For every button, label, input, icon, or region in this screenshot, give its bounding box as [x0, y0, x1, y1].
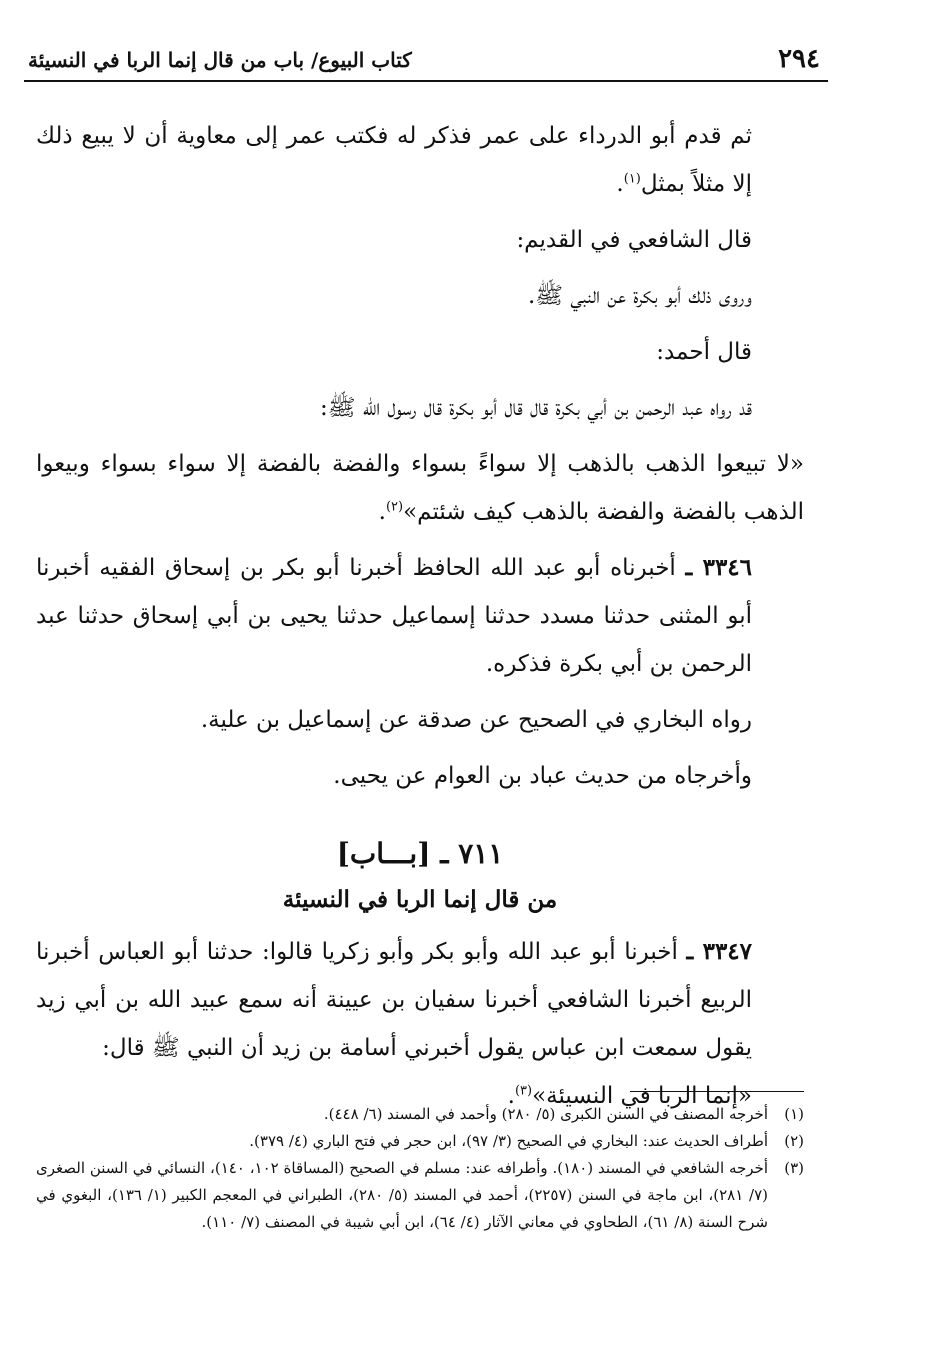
- footnote: [36, 1101, 804, 1128]
- paragraph: وأخرجاه من حديث عباد بن العوام عن يحيى.: [333, 763, 752, 789]
- page-number: ٢٩٤: [778, 44, 820, 74]
- paragraph: ثم قدم أبو الدرداء على عمر فذكر له فكتب عمر إلى معاوية أن لا يبيع ذلك إلا مثلاً بمثل$^{(١)}$.: [36, 123, 752, 197]
- main-text: [36, 112, 804, 1120]
- footnote-text: أخرجه الشافعي في المسند (١٨٠). وأطرافه عند: مسلم في الصحيح (المساقاة ١٠٢، ١٤٠)، النسائي في السنن الصغرى (٧/ ٢٨١)، ابن ماجة في السنن (٢٢٥٧)، أحمد في المسند (٥/ ٢٨٠)، الطبراني في المعجم الكبير (١/ ١٣٦)، البغوي في شرح السنة (٨/ ٦١)، الطحاوي في معاني الآثار (٤/ ٦٤)، ابن أبي شيبة في المصنف (٧/ ١١٠).: [36, 1159, 768, 1231]
- paragraph: رواه البخاري في الصحيح عن صدقة عن إسماعيل بن علية.: [200, 707, 752, 733]
- footnote: [36, 1155, 804, 1236]
- paragraph: وروى ذلك أبو بكرة عن النبي ﷺ.: [527, 283, 752, 309]
- hadith-quote: «لا تبيعوا الذهب بالذهب إلا سواءً بسواء والفضة بالفضة إلا سواء بسواء وبيعوا الذهب بالفضة والفضة بالذهب كيف شئتم»$^{(٢)}$.: [36, 451, 804, 525]
- paragraph: قال الشافعي في القديم:: [516, 227, 752, 253]
- footnotes: [36, 1101, 804, 1236]
- chapter-heading: ٧١١ ـ [بـــاب]: [336, 837, 504, 870]
- footnote-divider: [630, 1091, 804, 1092]
- hadith-entry-3347: ٣٣٤٧ ـ أخبرنا أبو عبد الله وأبو بكر وأبو زكريا قالوا: حدثنا أبو العباس أخبرنا الربيع أخبرنا الشافعي أخبرنا سفيان بن عيينة أنه سمع عبيد الله بن أبي زيد يقول سمعت ابن عباس يقول أخبرني أسامة بن زيد أن النبي ﷺ قال:: [36, 938, 753, 1061]
- running-title: كتاب البيوع/ باب من قال إنما الربا في النسيئة: [28, 48, 412, 72]
- footnote-text: أطراف الحديث عند: البخاري في الصحيح (٣/ ٩٧)، ابن حجر في فتح الباري (٤/ ٣٧٩).: [249, 1132, 768, 1150]
- footnote-text: أخرجه المصنف في السنن الكبرى (٥/ ٢٨٠) وأحمد في المسند (٦/ ٤٤٨).: [323, 1105, 768, 1123]
- hadith-quote: «إنما الربا في النسيئة»$^{(٣)}$.: [507, 1083, 752, 1109]
- footnote-ref[interactable]: (١): [623, 171, 641, 187]
- footnote-ref[interactable]: (٢): [385, 499, 404, 515]
- paragraph: قال أحمد:: [656, 339, 752, 365]
- paragraph: قد رواه عبد الرحمن بن أبي بكرة قال قال أبو بكرة قال رسول الله ﷺ:: [320, 395, 752, 421]
- footnote: [36, 1128, 804, 1155]
- footnote-number: (٢): [784, 1132, 804, 1150]
- chapter-title: من قال إنما الربا في النسيئة: [282, 886, 558, 913]
- page-header: [24, 40, 828, 82]
- hadith-number: ٣٣٤٧ ـ: [686, 938, 753, 965]
- hadith-entry-3346: ٣٣٤٦ ـ أخبرناه أبو عبد الله الحافظ أخبرنا أبو بكر بن إسحاق الفقيه أخبرنا أبو المثنى حدثنا مسدد حدثنا إسماعيل حدثنا يحيى بن أبي إسحاق حدثنا عبد الرحمن بن أبي بكرة فذكره.: [36, 554, 753, 677]
- footnote-ref[interactable]: (٣): [514, 1083, 533, 1099]
- hadith-number: ٣٣٤٦ ـ: [685, 554, 753, 581]
- footnote-number: (١): [784, 1105, 804, 1123]
- footnote-number: (٣): [784, 1159, 804, 1177]
